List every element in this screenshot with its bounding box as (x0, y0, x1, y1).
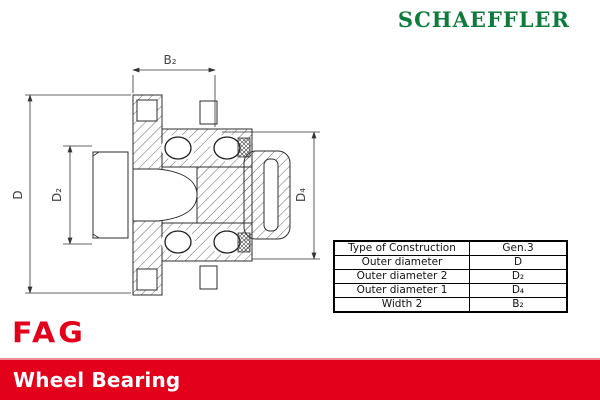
product-title: Wheel Bearing (13, 368, 181, 392)
spec-row-label: Type of Construction (334, 241, 470, 256)
dim-label-outer-diameter: D (11, 190, 25, 200)
spec-row-value: D (470, 256, 568, 270)
wheel-pilot (93, 152, 128, 238)
schaeffler-logo: SCHAEFFLER (397, 7, 570, 32)
spec-table (333, 240, 568, 313)
spec-row (334, 256, 567, 270)
footer-bar (0, 358, 600, 400)
dim-label-outer-diameter-1: D₄ (294, 187, 308, 203)
bell-face (264, 159, 278, 231)
spec-row (334, 284, 567, 298)
spec-row-label: Width 2 (334, 298, 470, 313)
dim-label-width2: B₂ (163, 53, 177, 67)
spec-row-value: Gen.3 (470, 241, 568, 256)
spec-row-value: D₄ (470, 284, 568, 298)
dim-label-outer-diameter-2: D₂ (50, 187, 64, 203)
center-bore (133, 169, 197, 221)
spec-row-label: Outer diameter 1 (334, 284, 470, 298)
spec-row-value: D₂ (470, 270, 568, 284)
spec-row (334, 270, 567, 284)
spec-row-label: Outer diameter (334, 256, 470, 270)
spec-row (334, 241, 567, 256)
fag-logo: FAG (12, 316, 86, 351)
spec-row-value: B₂ (470, 298, 568, 313)
spec-row-label: Outer diameter 2 (334, 270, 470, 284)
spec-row (334, 298, 567, 313)
